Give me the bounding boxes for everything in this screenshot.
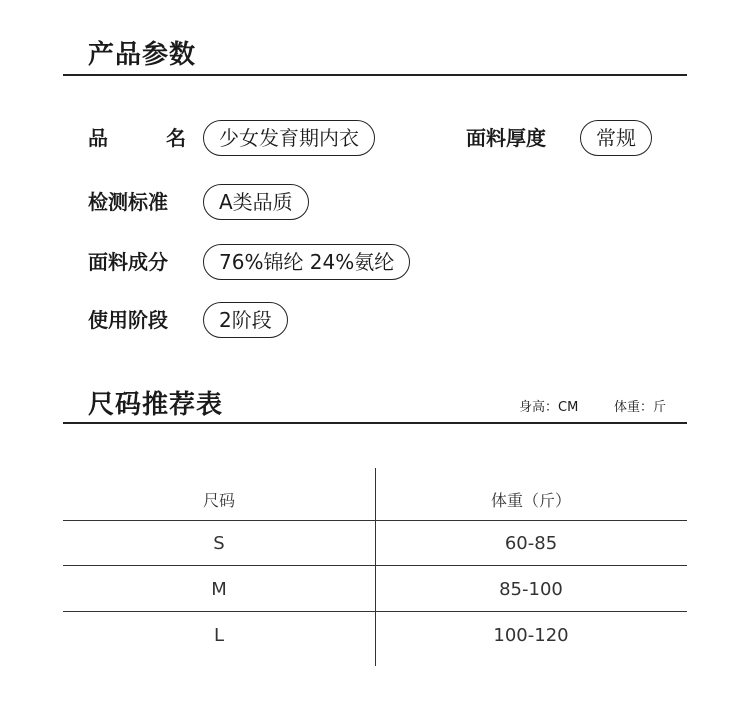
name-label	[88, 118, 108, 158]
stage-value-pill: 2阶段	[203, 302, 288, 338]
product-params-divider	[63, 74, 687, 76]
weight-cell: 60-85	[504, 533, 558, 554]
standard-label: 检测标准	[88, 190, 168, 214]
size-table-row-divider	[63, 565, 687, 566]
composition-label: 面料成分	[88, 250, 168, 274]
composition-value-pill: 76%锦纶 24%氨纶	[203, 244, 410, 280]
name-value-pill: 少女发育期内衣	[203, 120, 375, 156]
thickness-value-pill: 常规	[580, 120, 652, 156]
name-label-2: 名	[166, 126, 186, 150]
thickness-label: 面料厚度	[466, 126, 546, 150]
size-table-row-divider	[63, 520, 687, 521]
size-cell: S	[213, 533, 225, 554]
size-chart-divider	[63, 422, 687, 424]
size-table-header-weight: 体重（斤）	[490, 491, 571, 510]
size-cell: L	[213, 625, 225, 646]
weight-cell: 85-100	[499, 579, 563, 600]
weight-cell: 100-120	[493, 625, 569, 646]
size-table-header-size: 尺码	[202, 491, 235, 510]
product-params-title: 产品参数	[88, 40, 197, 70]
name-label-char-1: 品	[88, 126, 108, 150]
weight-unit-note: 体重：斤	[614, 400, 667, 415]
size-cell: M	[211, 579, 227, 600]
height-unit-note: 身高：CM	[519, 400, 579, 415]
stage-label: 使用阶段	[88, 308, 168, 332]
size-chart-title: 尺码推荐表	[88, 390, 224, 420]
size-table-row-divider	[63, 611, 687, 612]
standard-value-pill: A类品质	[203, 184, 309, 220]
